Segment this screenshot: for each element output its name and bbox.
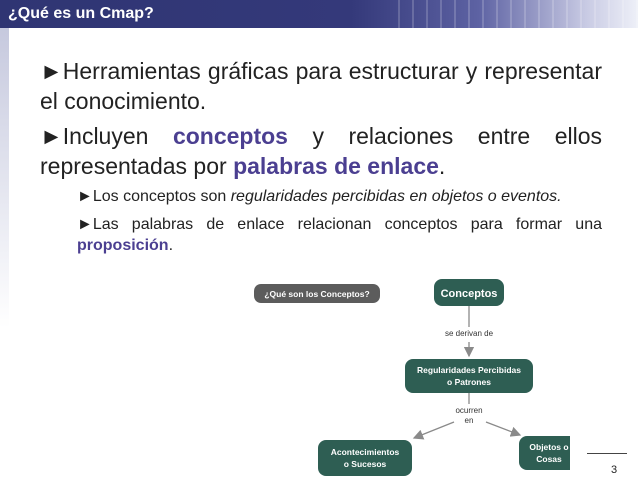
highlight-conceptos: conceptos [172,123,288,149]
highlight-proposicion: proposición [77,237,169,254]
bullet-2-text-post: . [438,153,446,179]
sub-bullet-2 [77,214,602,256]
slide-title: ¿Qué es un Cmap? [8,5,154,22]
link-en: en [464,416,474,425]
bullet-1 [40,56,602,116]
bullet-1-text: Herramientas gráficas para estructurar y representar el conocimiento. [40,58,602,114]
question-text: ¿Qué son los Conceptos? [264,289,370,299]
bullet-arrow-icon: ► [77,216,93,233]
concept-acontecimientos-line2: o Sucesos [343,459,387,469]
bullet-arrow-icon: ► [40,58,63,84]
page-number: 3 [611,464,618,476]
concept-map [240,276,570,479]
bullet-2-text-mid: y relaciones entre ellos representadas por [40,123,603,179]
concept-objetos-line2: Cosas [536,454,562,464]
concept-regularidades-line1: Regularidades Percibidas [417,365,521,375]
bullet-arrow-icon: ► [40,123,63,149]
sub-bullet-1-text-pre: Los conceptos son [92,188,231,205]
link-se-derivan-de: se derivan de [444,329,494,338]
sub-bullet-2-text-pre: Las palabras de enlace relacionan conceptos para formar una [92,216,602,233]
concept-conceptos-label: Conceptos [440,288,498,300]
bullet-2 [40,121,602,181]
concept-acontecimientos-line1: Acontecimientos [330,447,400,457]
sub-bullet-2-text-post: . [168,237,174,254]
slide-content [40,56,602,263]
footer-divider [587,453,627,454]
bullet-2-text-pre: Incluyen [62,123,173,149]
sub-bullet-1 [77,186,602,207]
left-decorative-strip [0,28,9,328]
highlight-palabras-de-enlace: palabras de enlace [233,153,439,179]
bullet-arrow-icon: ► [77,188,93,205]
sub-bullet-1-italic: regularidades percibidas en objetos o eventos. [230,188,562,205]
link-line-left [414,422,454,438]
title-bar [0,0,638,28]
concept-regularidades-line2: o Patrones [447,377,491,387]
title-bar-decoration [398,0,638,28]
concept-node-acontecimientos [318,440,412,476]
concept-objetos-line1: Objetos o [529,442,569,452]
link-ocurren: ocurren [455,406,483,415]
link-line-right [486,422,520,435]
